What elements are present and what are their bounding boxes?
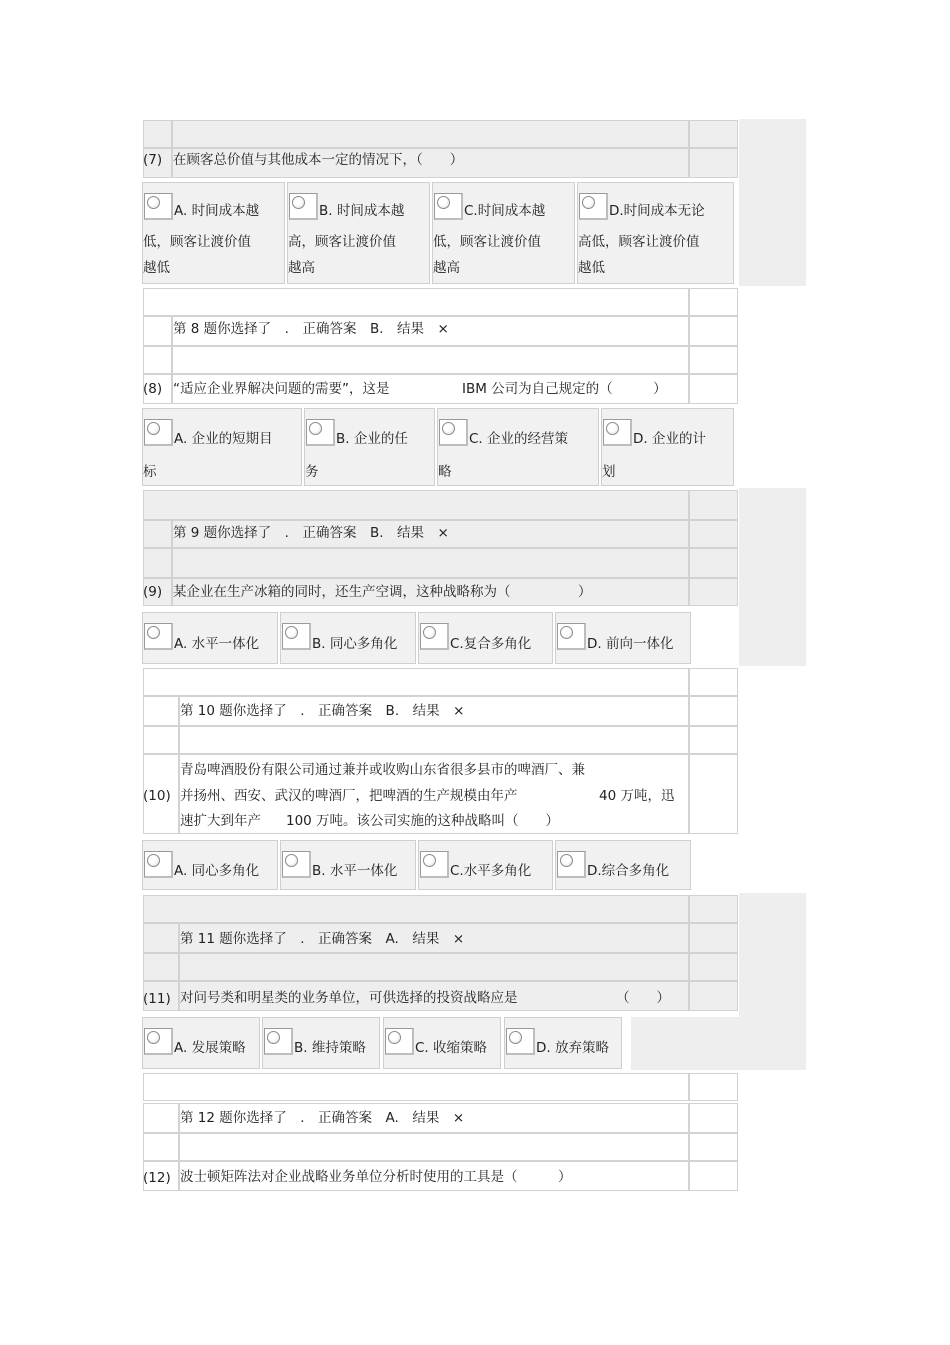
radio-button[interactable] bbox=[144, 193, 173, 220]
option-d[interactable] bbox=[555, 612, 691, 664]
radio-circle-icon bbox=[423, 854, 436, 867]
option-label: A. 时间成本越 bbox=[174, 203, 260, 219]
option-label: D. 前向一体化 bbox=[587, 636, 674, 652]
option-a[interactable] bbox=[142, 1017, 260, 1069]
radio-button[interactable] bbox=[420, 851, 449, 878]
option-label: C.水平多角化 bbox=[450, 863, 532, 879]
result-row bbox=[143, 696, 179, 726]
row-spacer bbox=[689, 548, 738, 578]
option-label: A. 同心多角化 bbox=[174, 863, 260, 879]
option-label: 划 bbox=[602, 464, 616, 480]
radio-button[interactable] bbox=[506, 1028, 535, 1055]
radio-button[interactable] bbox=[434, 193, 463, 220]
radio-button[interactable] bbox=[144, 851, 173, 878]
radio-button[interactable] bbox=[603, 419, 632, 446]
option-b[interactable] bbox=[280, 612, 416, 664]
row-spacer bbox=[689, 668, 738, 696]
question-text: IBM 公司为自己规定的（ ） bbox=[462, 381, 667, 397]
row-spacer bbox=[143, 726, 179, 754]
question-number: (10) bbox=[143, 788, 171, 804]
option-label: C.时间成本越 bbox=[464, 203, 546, 219]
question-text: 青岛啤酒股份有限公司通过兼并或收购山东省很多县市的啤酒厂、兼 bbox=[180, 762, 585, 778]
option-label: 越低 bbox=[578, 260, 605, 276]
row-spacer bbox=[179, 953, 689, 981]
option-label: D.综合多角化 bbox=[587, 863, 670, 879]
option-b[interactable] bbox=[262, 1017, 380, 1069]
option-label: D. 企业的计 bbox=[633, 431, 706, 447]
option-c[interactable] bbox=[432, 182, 575, 284]
option-b[interactable] bbox=[287, 182, 430, 284]
option-c[interactable] bbox=[383, 1017, 501, 1069]
radio-button[interactable] bbox=[557, 623, 586, 650]
row-spacer bbox=[143, 288, 689, 316]
radio-circle-icon bbox=[437, 196, 450, 209]
row-spacer bbox=[689, 346, 738, 374]
row-spacer bbox=[689, 490, 738, 520]
radio-circle-icon bbox=[442, 422, 455, 435]
option-label: B. 维持策略 bbox=[294, 1040, 366, 1056]
radio-circle-icon bbox=[285, 854, 298, 867]
option-b[interactable] bbox=[304, 408, 435, 486]
option-label: C.复合多角化 bbox=[450, 636, 532, 652]
question-text: 40 万吨，迅 bbox=[599, 788, 675, 804]
result-row bbox=[689, 520, 738, 548]
option-a[interactable] bbox=[142, 408, 302, 486]
gray-band bbox=[739, 488, 806, 666]
question-row bbox=[689, 374, 738, 404]
option-label: B. 同心多角化 bbox=[312, 636, 398, 652]
result-row bbox=[143, 923, 179, 953]
result-text: 第 9 题你选择了 . 正确答案 B. 结果 × bbox=[173, 525, 449, 541]
question-text: 速扩大到年产 bbox=[180, 813, 261, 829]
option-a[interactable] bbox=[142, 182, 285, 284]
option-label: 越高 bbox=[433, 260, 460, 276]
option-label: 低，顾客让渡价值 bbox=[143, 234, 251, 250]
row-spacer bbox=[172, 548, 689, 578]
question-text: 某企业在生产冰箱的同时，还生产空调，这种战略称为（ ） bbox=[173, 584, 592, 600]
result-row bbox=[689, 1103, 738, 1133]
question-text: 对问号类和明星类的业务单位，可供选择的投资战略应是 bbox=[180, 990, 518, 1006]
option-label: A. 企业的短期目 bbox=[174, 431, 273, 447]
radio-button[interactable] bbox=[439, 419, 468, 446]
option-label: C. 收缩策略 bbox=[415, 1040, 488, 1056]
question-row bbox=[689, 981, 738, 1011]
radio-circle-icon bbox=[147, 196, 160, 209]
option-a[interactable] bbox=[142, 840, 278, 890]
result-row bbox=[143, 1103, 179, 1133]
option-c[interactable] bbox=[418, 840, 553, 890]
option-label: 低，顾客让渡价值 bbox=[433, 234, 541, 250]
radio-circle-icon bbox=[560, 854, 573, 867]
row-spacer bbox=[143, 490, 689, 520]
radio-circle-icon bbox=[147, 422, 160, 435]
row-spacer bbox=[689, 288, 738, 316]
result-text: 第 8 题你选择了 . 正确答案 B. 结果 × bbox=[173, 321, 449, 337]
row-spacer bbox=[143, 895, 689, 923]
row-spacer bbox=[689, 120, 738, 148]
row-spacer bbox=[689, 953, 738, 981]
question-text: 波士顿矩阵法对企业战略业务单位分析时使用的工具是（ ） bbox=[180, 1169, 572, 1185]
radio-button[interactable] bbox=[264, 1028, 293, 1055]
result-text: 第 10 题你选择了 . 正确答案 B. 结果 × bbox=[180, 703, 465, 719]
radio-button[interactable] bbox=[557, 851, 586, 878]
row-spacer bbox=[179, 1133, 689, 1161]
option-d[interactable] bbox=[555, 840, 691, 890]
option-b[interactable] bbox=[280, 840, 416, 890]
option-label: A. 水平一体化 bbox=[174, 636, 260, 652]
result-text: 第 11 题你选择了 . 正确答案 A. 结果 × bbox=[180, 931, 465, 947]
option-a[interactable] bbox=[142, 612, 278, 664]
radio-button[interactable] bbox=[579, 193, 608, 220]
row-spacer bbox=[689, 1073, 738, 1101]
row-spacer bbox=[689, 726, 738, 754]
question-row bbox=[689, 754, 738, 834]
row-spacer bbox=[143, 1133, 179, 1161]
option-label: D.时间成本无论 bbox=[609, 203, 705, 219]
radio-button[interactable] bbox=[282, 623, 311, 650]
radio-circle-icon bbox=[606, 422, 619, 435]
option-label: B. 时间成本越 bbox=[319, 203, 405, 219]
gray-band bbox=[739, 893, 806, 1070]
row-spacer bbox=[172, 346, 689, 374]
radio-circle-icon bbox=[147, 626, 160, 639]
question-number: (9) bbox=[143, 584, 163, 600]
result-row bbox=[689, 316, 738, 346]
gray-band bbox=[739, 119, 806, 286]
question-text: （ ） bbox=[616, 990, 670, 1006]
question-text: 并扬州、西安、武汉的啤酒厂，把啤酒的生产规模由年产 bbox=[180, 788, 518, 804]
option-label: 略 bbox=[438, 464, 452, 480]
radio-circle-icon bbox=[423, 626, 436, 639]
option-label: C. 企业的经营策 bbox=[469, 431, 569, 447]
radio-button[interactable] bbox=[420, 623, 449, 650]
option-label: 务 bbox=[305, 464, 319, 480]
result-row bbox=[689, 923, 738, 953]
radio-button[interactable] bbox=[144, 623, 173, 650]
radio-button[interactable] bbox=[144, 1028, 173, 1055]
option-label: 高低，顾客让渡价值 bbox=[578, 234, 700, 250]
result-row bbox=[143, 520, 172, 548]
option-label: A. 发展策略 bbox=[174, 1040, 246, 1056]
row-spacer bbox=[143, 120, 172, 148]
result-row bbox=[689, 696, 738, 726]
question-text: 100 万吨。该公司实施的这种战略叫（ ） bbox=[286, 813, 560, 829]
row-spacer bbox=[143, 668, 689, 696]
question-row bbox=[689, 578, 738, 606]
radio-button[interactable] bbox=[144, 419, 173, 446]
question-number: (12) bbox=[143, 1170, 171, 1186]
result-row bbox=[143, 316, 172, 346]
radio-button[interactable] bbox=[289, 193, 318, 220]
gray-filler bbox=[631, 1017, 739, 1070]
option-c[interactable] bbox=[437, 408, 599, 486]
radio-circle-icon bbox=[292, 196, 305, 209]
radio-circle-icon bbox=[147, 854, 160, 867]
radio-circle-icon bbox=[147, 1031, 160, 1044]
question-text: 在顾客总价值与其他成本一定的情况下，（ ） bbox=[173, 152, 464, 168]
question-row bbox=[689, 148, 738, 178]
question-row bbox=[689, 1161, 738, 1191]
radio-circle-icon bbox=[285, 626, 298, 639]
question-number: (7) bbox=[143, 152, 163, 168]
row-spacer bbox=[179, 726, 689, 754]
option-label: 标 bbox=[143, 464, 157, 480]
question-number: (8) bbox=[143, 381, 163, 397]
option-label: 高，顾客让渡价值 bbox=[288, 234, 396, 250]
radio-button[interactable] bbox=[385, 1028, 414, 1055]
option-c[interactable] bbox=[418, 612, 553, 664]
row-spacer bbox=[143, 548, 172, 578]
radio-circle-icon bbox=[509, 1031, 522, 1044]
row-spacer bbox=[689, 895, 738, 923]
option-label: 越低 bbox=[143, 260, 170, 276]
radio-circle-icon bbox=[388, 1031, 401, 1044]
radio-circle-icon bbox=[309, 422, 322, 435]
question-text: “适应企业界解决问题的需要”，这是 bbox=[173, 381, 390, 397]
option-d[interactable] bbox=[601, 408, 734, 486]
radio-button[interactable] bbox=[306, 419, 335, 446]
row-spacer bbox=[143, 346, 172, 374]
row-spacer bbox=[172, 120, 689, 148]
row-spacer bbox=[689, 1133, 738, 1161]
option-d[interactable] bbox=[504, 1017, 622, 1069]
row-spacer bbox=[143, 1073, 689, 1101]
option-label: D. 放弃策略 bbox=[536, 1040, 609, 1056]
option-label: B. 企业的任 bbox=[336, 431, 408, 447]
radio-button[interactable] bbox=[282, 851, 311, 878]
option-label: 越高 bbox=[288, 260, 315, 276]
radio-circle-icon bbox=[582, 196, 595, 209]
radio-circle-icon bbox=[560, 626, 573, 639]
radio-circle-icon bbox=[267, 1031, 280, 1044]
result-text: 第 12 题你选择了 . 正确答案 A. 结果 × bbox=[180, 1110, 465, 1126]
option-d[interactable] bbox=[577, 182, 734, 284]
question-number: (11) bbox=[143, 991, 171, 1007]
row-spacer bbox=[143, 953, 179, 981]
option-label: B. 水平一体化 bbox=[312, 863, 398, 879]
